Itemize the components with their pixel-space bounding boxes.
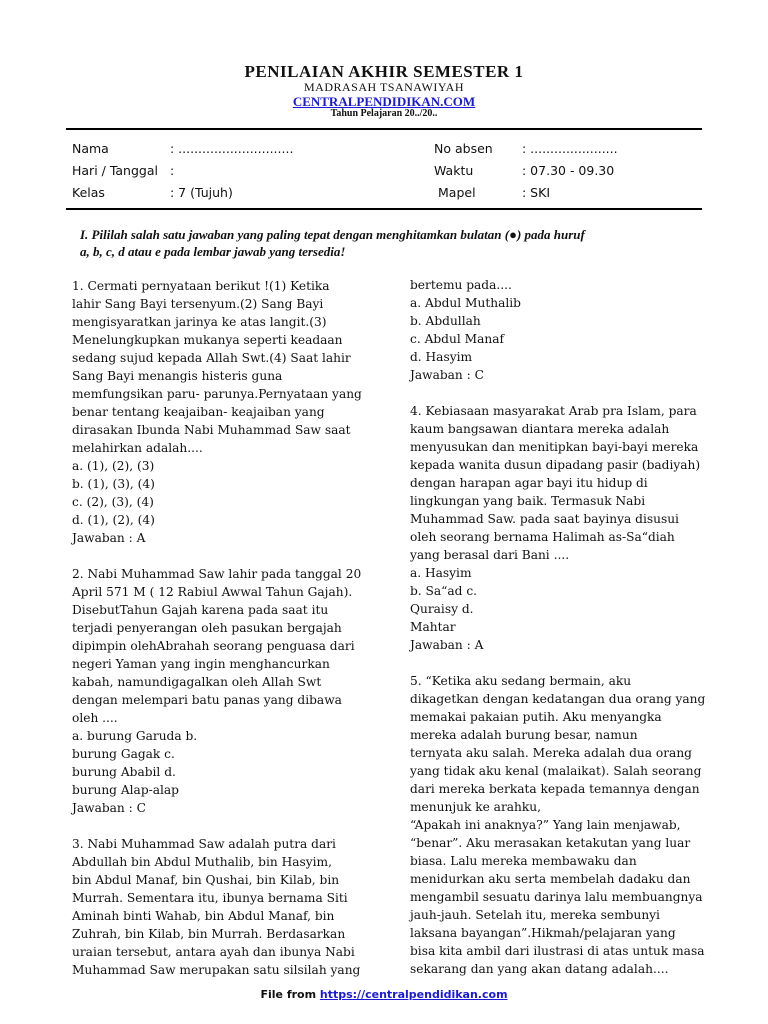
question-line: burung Gagak c. xyxy=(72,747,175,761)
question-line: bin Abdul Manaf, bin Qushai, bin Kilab, bin xyxy=(72,873,340,887)
instruction-line: a, b, c, d atau e pada lembar jawab yang tersedia! xyxy=(80,244,346,259)
question-line: Muhammad Saw merupakan satu silsilah yang xyxy=(72,963,361,977)
mapel-label: Mapel xyxy=(438,185,476,200)
question-block xyxy=(410,276,710,384)
header-top-rule xyxy=(66,128,702,130)
question-line: b. Sa“ad c. xyxy=(410,584,478,598)
question-line: Jawaban : C xyxy=(410,368,484,382)
question-line: Jawaban : A xyxy=(410,638,484,652)
nama-field: : ............................. xyxy=(170,141,294,156)
question-line: lingkungan yang baik. Termasuk Nabi xyxy=(410,494,646,508)
kelas-label: Kelas xyxy=(72,185,105,200)
question-line: mengisyaratkan jarinya ke atas langit.(3) xyxy=(72,315,327,329)
instructions xyxy=(80,226,690,260)
question-line: oleh .... xyxy=(72,711,118,725)
footer-link[interactable]: https://centralpendidikan.com xyxy=(319,988,508,1001)
question-line: “Apakah ini anaknya?” Yang lain menjawab, xyxy=(410,818,681,832)
question-line: burung Ababil d. xyxy=(72,765,176,779)
right-column xyxy=(410,276,710,996)
header-bottom-rule xyxy=(66,208,702,210)
question-line: Abdullah bin Abdul Muthalib, bin Hasyim, xyxy=(72,855,332,869)
question-line: dengan melempari batu panas yang dibawa xyxy=(72,693,342,707)
question-line: 5. “Ketika aku sedang bermain, aku xyxy=(410,674,632,688)
question-line: Zuhrah, bin Kilab, bin Murrah. Berdasarkan xyxy=(72,927,346,941)
question-block xyxy=(410,402,710,654)
question-line: Quraisy d. xyxy=(410,602,474,616)
question-line: Jawaban : A xyxy=(72,531,146,545)
question-line: a. Hasyim xyxy=(410,566,472,580)
kelas-field: : 7 (Tujuh) xyxy=(170,185,233,200)
question-line: a. (1), (2), (3) xyxy=(72,459,155,473)
academic-year: Tahun Pelajaran 20../20.. xyxy=(330,108,438,119)
question-line: bisa kita ambil dari ilustrasi di atas untuk masa xyxy=(410,944,705,958)
hari-field: : xyxy=(170,163,175,178)
question-line: Jawaban : C xyxy=(72,801,146,815)
question-line: negeri Yaman yang ingin menghancurkan xyxy=(72,657,330,671)
question-line: 3. Nabi Muhammad Saw adalah putra dari xyxy=(72,837,336,851)
question-line: uraian tersebut, antara ayah dan ibunya Nabi xyxy=(72,945,355,959)
question-line: sekarang dan yang akan datang adalah.... xyxy=(410,962,669,976)
question-line: Aminah binti Wahab, bin Abdul Manaf, bin xyxy=(72,909,335,923)
question-line: April 571 M ( 12 Rabiul Awwal Tahun Gajah). xyxy=(72,585,353,599)
question-block xyxy=(410,672,710,978)
question-line: burung Alap-alap xyxy=(72,783,179,797)
question-line: dari mereka berkata kepada temannya dengan xyxy=(410,782,700,796)
question-line: b. (1), (3), (4) xyxy=(72,477,155,491)
question-line: ternyata aku salah. Mereka adalah dua orang xyxy=(410,746,692,760)
website-link[interactable]: CENTRALPENDIDIKAN.COM xyxy=(292,94,476,109)
question-line: kabah, namundigagalkan oleh Allah Swt xyxy=(72,675,322,689)
question-line: Murrah. Sementara itu, ibunya bernama Siti xyxy=(72,891,348,905)
question-line: menyusukan dan menitipkan bayi-bayi mereka xyxy=(410,440,699,454)
hari-label: Hari / Tanggal xyxy=(72,163,158,178)
question-line: sedang sujud kepada Allah Swt.(4) Saat lahir xyxy=(72,351,351,365)
question-line: 4. Kebiasaan masyarakat Arab pra Islam, para xyxy=(410,404,697,418)
question-line: benar tentang keajaiban- keajaiban yang xyxy=(72,405,325,419)
question-block xyxy=(72,565,372,817)
absen-label: No absen xyxy=(434,141,493,156)
exam-title: PENILAIAN AKHIR SEMESTER 1 xyxy=(244,62,524,81)
question-line: dengan harapan agar bayi itu hidup di xyxy=(410,476,648,490)
question-line: Sang Bayi menangis histeris guna xyxy=(72,369,283,383)
question-line: memakai pakaian putih. Aku menyangka xyxy=(410,710,662,724)
question-line: kaum bangsawan diantara mereka adalah xyxy=(410,422,670,436)
question-line: “benar”. Aku merasakan ketakutan yang luar xyxy=(410,836,691,850)
question-line: mereka adalah burung besar, namun xyxy=(410,728,638,742)
question-line: terjadi penyerangan oleh pasukan bergajah xyxy=(72,621,342,635)
question-line: jauh-jauh. Setelah itu, mereka sembunyi xyxy=(410,908,660,922)
left-column xyxy=(72,277,372,997)
question-line: d. (1), (2), (4) xyxy=(72,513,155,527)
question-line: biasa. Lalu mereka membawaku dan xyxy=(410,854,637,868)
question-line: a. burung Garuda b. xyxy=(72,729,198,743)
question-line: melahirkan adalah.... xyxy=(72,441,203,455)
waktu-label: Waktu xyxy=(434,163,474,178)
question-line: laksana bayangan”.Hikmah/pelajaran yang xyxy=(410,926,676,940)
question-line: yang tidak aku kenal (malaikat). Salah seorang xyxy=(410,764,702,778)
question-line: DisebutTahun Gajah karena pada saat itu xyxy=(72,603,329,617)
question-line: oleh seorang bernama Halimah as-Sa“diah xyxy=(410,530,675,544)
footer-label: File from xyxy=(260,988,317,1001)
absen-field: : ...................... xyxy=(522,141,618,156)
question-line: kepada wanita dusun dipadang pasir (badiyah) xyxy=(410,458,701,472)
question-line: menidurkan aku serta membelah dadaku dan xyxy=(410,872,691,886)
nama-label: Nama xyxy=(72,141,109,156)
instruction-line: I. Pililah salah satu jawaban yang paling tepat dengan menghitamkan bulatan (●) pada huruf xyxy=(80,227,585,242)
question-line: mengambil sesuatu darinya lalu membuangnya xyxy=(410,890,703,904)
question-line: bertemu pada.... xyxy=(410,278,512,292)
waktu-field: : 07.30 - 09.30 xyxy=(522,163,615,178)
question-line: dirasakan Ibunda Nabi Muhammad Saw saat xyxy=(72,423,351,437)
question-line: lahir Sang Bayi tersenyum.(2) Sang Bayi xyxy=(72,297,324,311)
question-line: yang berasal dari Bani .... xyxy=(410,548,570,562)
question-line: c. Abdul Manaf xyxy=(410,332,504,346)
question-line: d. Hasyim xyxy=(410,350,473,364)
school-name: MADRASAH TSANAWIYAH xyxy=(304,80,464,94)
question-line: a. Abdul Muthalib xyxy=(410,296,521,310)
question-line: dikagetkan dengan kedatangan dua orang yang xyxy=(410,692,706,706)
question-block xyxy=(72,277,372,547)
mapel-field: : SKI xyxy=(522,185,551,200)
question-block xyxy=(72,835,372,979)
question-line: 1. Cermati pernyataan berikut !(1) Ketika xyxy=(72,279,330,293)
question-line: b. Abdullah xyxy=(410,314,481,328)
question-line: memfungsikan paru- parunya.Pernyataan yang xyxy=(72,387,362,401)
question-line: 2. Nabi Muhammad Saw lahir pada tanggal 20 xyxy=(72,567,362,581)
question-line: Menelungkupkan mukanya seperti keadaan xyxy=(72,333,343,347)
question-line: Mahtar xyxy=(410,620,456,634)
footer xyxy=(0,988,768,1001)
question-line: menunjuk ke arahku, xyxy=(410,800,541,814)
question-line: Muhammad Saw. pada saat bayinya disusui xyxy=(410,512,679,526)
question-line: dipimpin olehAbrahah seorang penguasa dari xyxy=(72,639,355,653)
question-line: c. (2), (3), (4) xyxy=(72,495,154,509)
